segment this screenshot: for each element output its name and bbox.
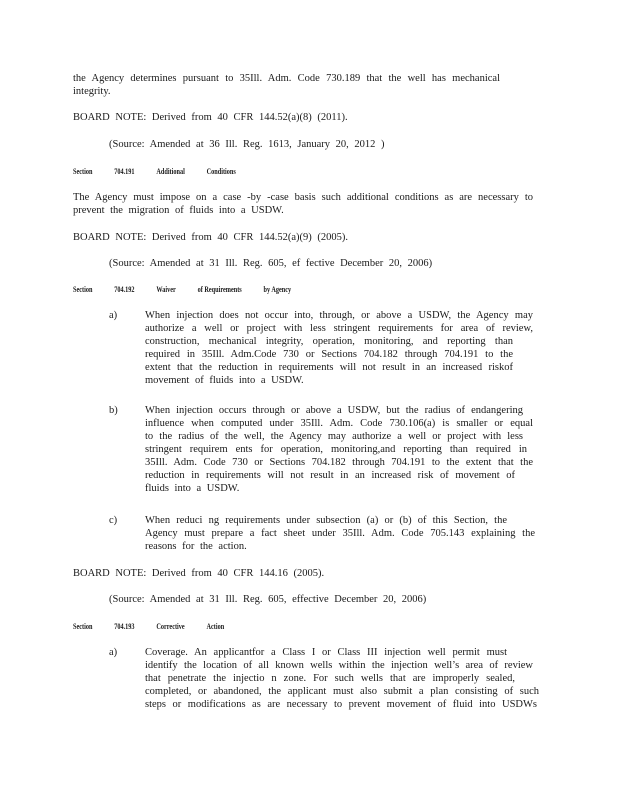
item-a-193-line-1: Coverage. An applicantfor a Class I or Class III injection well permit must — [145, 647, 507, 658]
section-title-word-1: Additional — [156, 167, 185, 176]
board-note-1: BOARD NOTE: Derived from 40 CFR 144.52(a)(8) (2011). — [73, 112, 348, 123]
section-number: 704.192 — [114, 285, 135, 294]
item-label-b: b) — [109, 405, 118, 416]
item-label-c: c) — [109, 515, 118, 526]
section-label: Section — [73, 285, 93, 294]
item-c-line-1: When reduci ng requirements under subsection (a) or (b) of this Section, the — [145, 515, 507, 526]
item-a-193-line-2: identify the location of all known wells within the injection well’s area of review — [145, 660, 533, 671]
item-c-line-2: Agency must prepare a fact sheet under 35Ill. Adm. Code 705.143 explaining the — [145, 528, 535, 539]
source-note-3: (Source: Amended at 31 Ill. Reg. 605, effective December 20, 2006) — [109, 594, 427, 605]
section-191-line-1: The Agency must impose on a case -by -case basis such additional conditions as are necessary to — [73, 192, 533, 203]
section-heading-704-191 — [73, 167, 258, 177]
item-a-line-4: required in 35Ill. Adm.Code 730 or Sections 704.182 through 704.191 to the — [145, 349, 513, 360]
board-note-2: BOARD NOTE: Derived from 40 CFR 144.52(a)(9) (2005). — [73, 232, 349, 243]
source-note-1: (Source: Amended at 36 Ill. Reg. 1613, January 20, 2012 ) — [109, 139, 385, 150]
source-note-2: (Source: Amended at 31 Ill. Reg. 605, ef fective December 20, 2006) — [109, 258, 433, 269]
item-a-line-3: construction, mechanical integrity, operation, monitoring, and reporting than — [145, 336, 513, 347]
item-a-193-line-4: completed, or abandoned, the applicant must also submit a plan consisting of such — [145, 686, 539, 697]
item-b-line-4: stringent requirem ents for operation, monitoring,and reporting than required in — [145, 444, 527, 455]
section-title-word-1: Corrective — [156, 622, 185, 631]
item-b-line-3: to the radius of the well, the Agency may authorize a well or project with less — [145, 431, 523, 442]
item-b-line-2: influence when computed under 35Ill. Adm. Code 730.106(a) is smaller or equal — [145, 418, 533, 429]
section-number: 704.191 — [114, 167, 135, 176]
item-label-a-193: a) — [109, 647, 118, 658]
item-b-line-5: 35Ill. Adm. Code 730 or Sections 704.182 through 704.191 to the extent that the — [145, 457, 533, 468]
item-c-line-3: reasons for the action. — [145, 541, 247, 552]
item-b-line-7: fluids into a USDW. — [145, 483, 240, 494]
section-label: Section — [73, 622, 93, 631]
item-a-193-line-5: steps or modifications as are necessary to prevent movement of fluid into USDWs — [145, 699, 537, 710]
section-title-word-3: by Agency — [263, 285, 292, 294]
section-title-word-2: of Requirements — [197, 285, 242, 294]
section-title-word-2: Conditions — [206, 167, 236, 176]
item-label-a: a) — [109, 310, 118, 321]
section-heading-704-192 — [73, 285, 313, 295]
section-label: Section — [73, 167, 93, 176]
section-title-word-2: Action — [206, 622, 225, 631]
section-heading-704-193 — [73, 622, 246, 632]
continuation-line-1: the Agency determines pursuant to 35Ill. Adm. Code 730.189 that the well has mechanical — [73, 73, 500, 84]
board-note-3: BOARD NOTE: Derived from 40 CFR 144.16 (2005). — [73, 568, 325, 579]
section-191-line-2: prevent the migration of fluids into a USDW. — [73, 205, 284, 216]
item-a-line-6: movement of fluids into a USDW. — [145, 375, 304, 386]
section-title-word-1: Waiver — [156, 285, 176, 294]
item-a-line-1: When injection does not occur into, through, or above a USDW, the Agency may — [145, 310, 533, 321]
continuation-line-2: integrity. — [73, 86, 111, 97]
item-a-line-5: extent that the reduction in requirements will not result in an increased riskof — [145, 362, 513, 373]
item-a-193-line-3: that penetrate the injectio n zone. For such wells that are improperly sealed, — [145, 673, 515, 684]
item-a-line-2: authorize a well or project with less stringent requirements for area of review, — [145, 323, 533, 334]
item-b-line-6: reduction in requirements will not result in an increased risk of movement of — [145, 470, 515, 481]
item-b-line-1: When injection occurs through or above a USDW, but the radius of endangering — [145, 405, 523, 416]
section-number: 704.193 — [114, 622, 135, 631]
